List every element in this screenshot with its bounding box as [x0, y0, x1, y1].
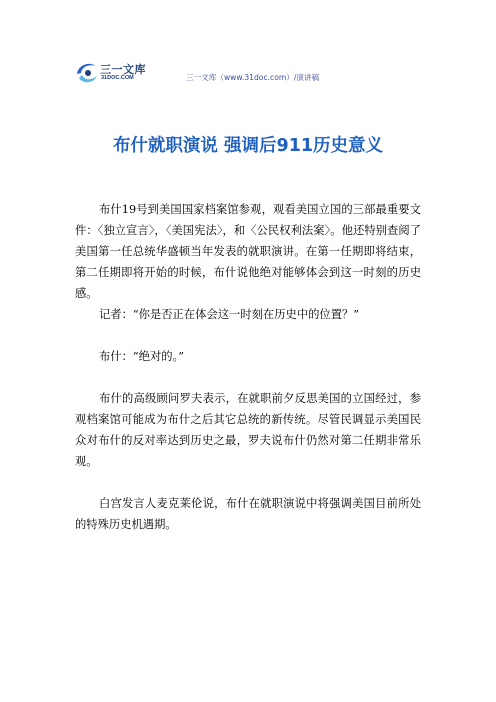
document-body	[75, 199, 421, 535]
paragraph: 布什19号到美国国家档案馆参观，观看美国立国的三部最重要文件：〈独立宣言〉，〈美国宪法〉，和〈公民权利法案〉。他还特别查阅了美国第一任总统华盛顿当年发表的就职演讲。在第一任期即将结束，第二任期即将开始的时候，布什说他绝对能够体会到这一时刻的历史感。	[75, 203, 421, 300]
document-title: 布什就职演说 强调后911历史意义	[112, 136, 384, 156]
paragraph-spacer	[75, 472, 421, 493]
paragraph-spacer	[75, 325, 421, 346]
logo-swirl-icon	[74, 60, 100, 86]
paragraph: 布什的高级顾问罗夫表示，在就职前夕反思美国的立国经过，参观档案馆可能成为布什之后其它总统的新传统。尽管民调显示美国民众对布什的反对率达到历史之最，罗夫说布什仍然对第二任期非常乐观。	[75, 392, 421, 468]
paragraph: 布什：“绝对的。”	[99, 350, 184, 363]
logo-title: 三一文库	[100, 64, 146, 76]
paragraph: 白宫发言人麦克莱伦说，布什在就职演说中将强调美国目前所处的特殊历史机遇期。	[75, 497, 421, 531]
paragraph-spacer	[75, 367, 421, 388]
paragraph: 记者：“你是否正在体会这一时刻在历史中的位置？”	[99, 308, 360, 321]
site-logo	[74, 58, 164, 88]
site-breadcrumb[interactable]: 三一文库（www.31doc.com）/演讲稿	[186, 73, 320, 82]
logo-subtitle: 31DOC.COM	[101, 75, 134, 81]
page-header	[74, 58, 434, 90]
